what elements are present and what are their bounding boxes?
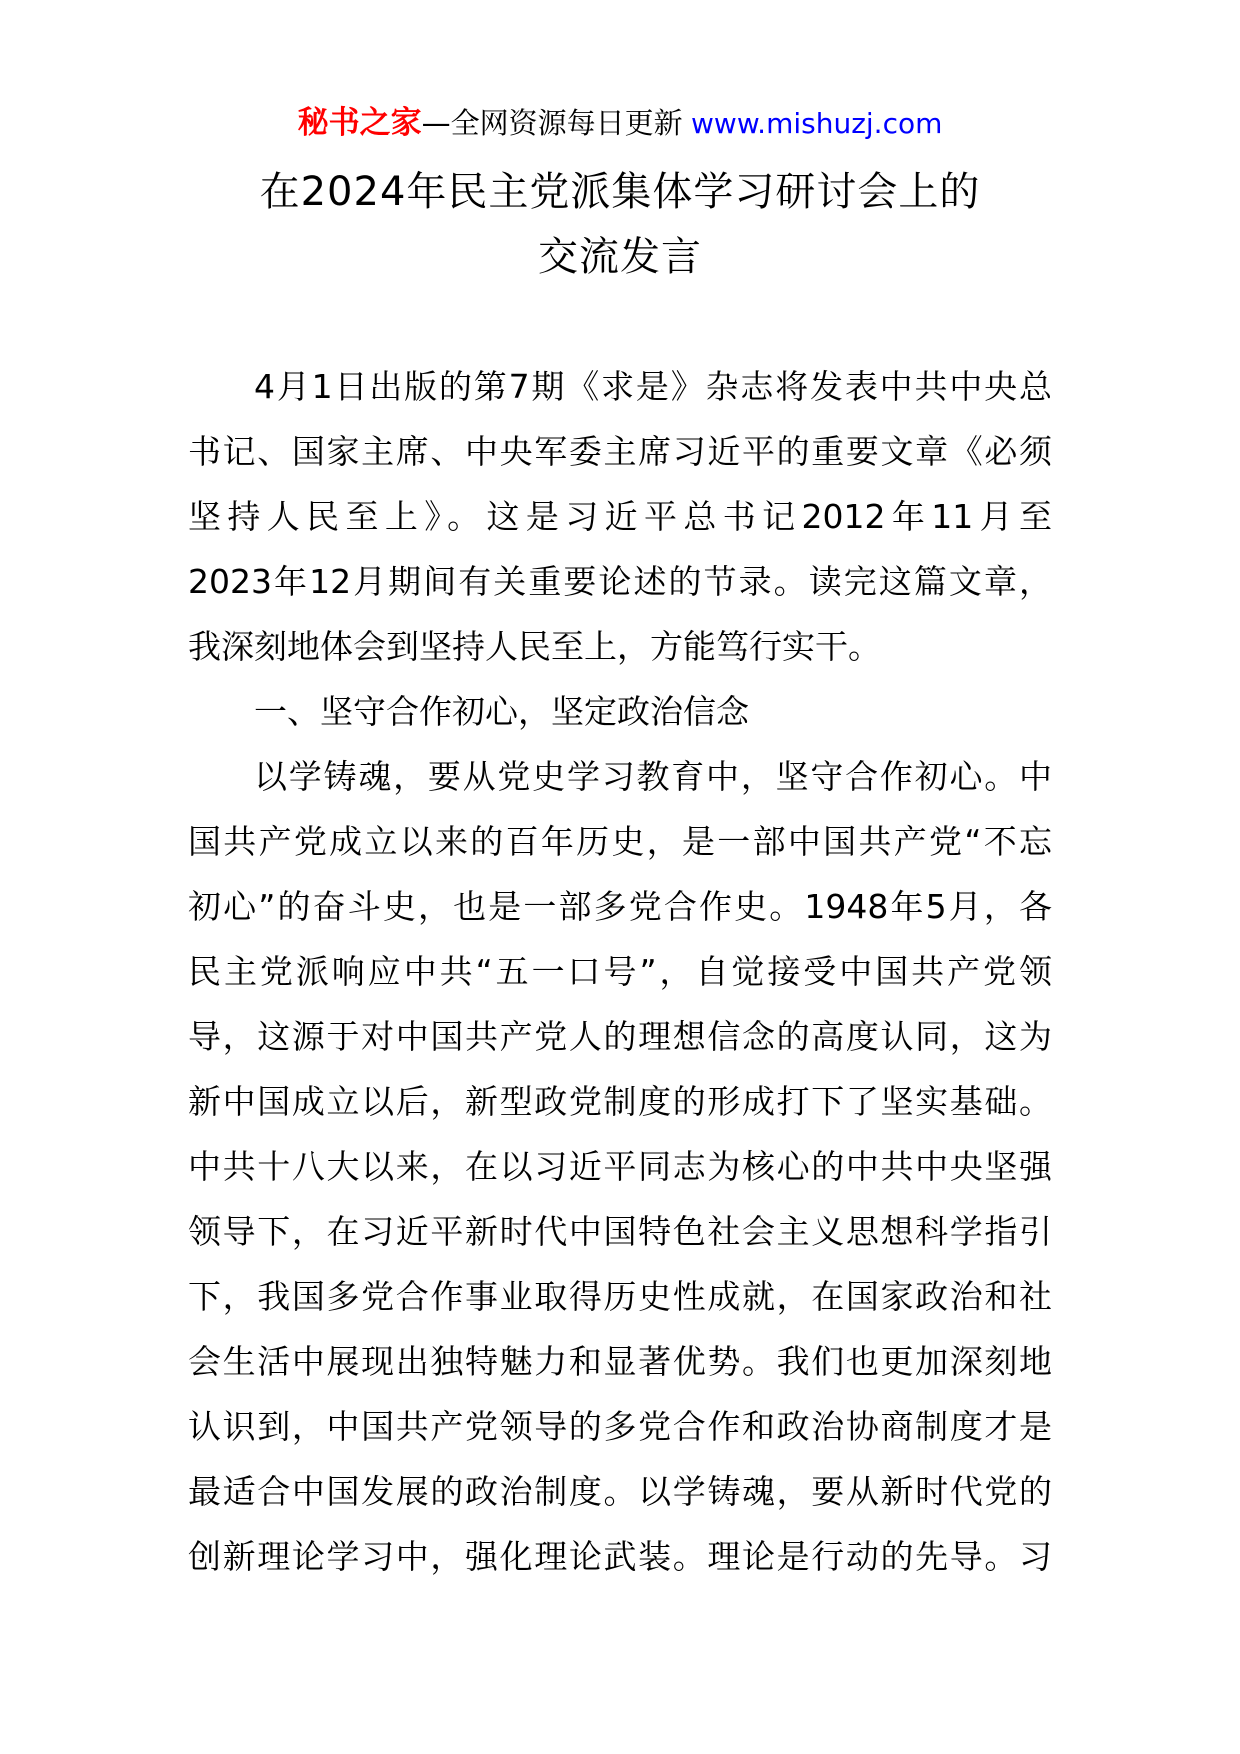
- body-line: 认识到，中国共产党领导的多党合作和政治协商制度才是: [188, 1407, 1052, 1446]
- site-brand-name: 秘书之家: [297, 105, 422, 141]
- body-line: 导，这源于对中国共产党人的理想信念的高度认同，这为: [188, 1017, 1052, 1056]
- body-line: 下，我国多党合作事业取得历史性成就，在国家政治和社: [188, 1277, 1052, 1316]
- body-line: 以学铸魂，要从党史学习教育中，坚守合作初心。中: [254, 757, 1052, 796]
- body-line: 创新理论学习中，强化理论武装。理论是行动的先导。习: [188, 1537, 1052, 1576]
- body-line: 会生活中展现出独特魅力和显著优势。我们也更加深刻地: [188, 1342, 1052, 1381]
- body-line: 中共十八大以来，在以习近平同志为核心的中共中央坚强: [188, 1147, 1052, 1186]
- body-line: 新中国成立以后，新型政党制度的形成打下了坚实基础。: [188, 1082, 1052, 1121]
- section-heading-paragraph: [188, 679, 1052, 744]
- body-line: 最适合中国发展的政治制度。以学铸魂，要从新时代党的: [188, 1472, 1052, 1511]
- document-title: [0, 160, 1240, 290]
- body-line: 国共产党成立以来的百年历史，是一部中国共产党“不忘: [188, 822, 1052, 861]
- body-paragraph: [188, 744, 1052, 1589]
- section-heading: 一、坚守合作初心，坚定政治信念: [254, 692, 749, 731]
- body-line: 领导下，在习近平新时代中国特色社会主义思想科学指引: [188, 1212, 1052, 1251]
- body-line: 初心”的奋斗史，也是一部多党合作史。1948年5月，各: [188, 887, 1052, 926]
- body-line: 4月1日出版的第7期《求是》杂志将发表中共中央总: [254, 367, 1052, 406]
- site-tagline: —全网资源每日更新: [421, 106, 683, 140]
- body-line: 我深刻地体会到坚持人民至上，方能笃行实干。: [188, 627, 881, 666]
- document-title-line: 在2024年民主党派集体学习研讨会上的: [259, 169, 981, 215]
- body-line: 坚持人民至上》。这是习近平总书记2012年11月至: [188, 497, 1052, 536]
- body-line: 2023年12月期间有关重要论述的节录。读完这篇文章，: [188, 562, 1052, 601]
- document-title-line: 交流发言: [538, 234, 702, 280]
- site-header: [0, 103, 1240, 143]
- document-body: [188, 354, 1052, 1589]
- body-line: 书记、国家主席、中央军委主席习近平的重要文章《必须: [188, 432, 1052, 471]
- body-line: 民主党派响应中共“五一口号”，自觉接受中国共产党领: [188, 952, 1052, 991]
- body-paragraph: [188, 354, 1052, 679]
- site-url-link[interactable]: www.mishuzj.com: [691, 107, 943, 140]
